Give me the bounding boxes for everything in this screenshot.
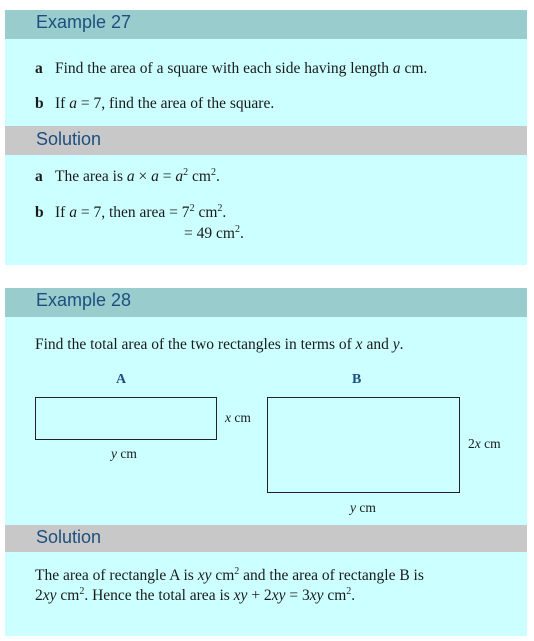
example-28-answer-line-1: The area of rectangle A is xy $cm^2$ and the area of rectangle B is (35, 566, 424, 584)
example-28-solution-header (5, 525, 527, 552)
example-28-answer-line-2: 2xy $cm^2$. Hence the total area is xy + 2xy = 3xy $cm^2$. (35, 586, 356, 604)
example-28-title: Example 28 (36, 290, 132, 310)
example-28-solution-title: Solution (36, 527, 102, 547)
example-28-question: Find the total area of the two rectangles in terms of x and y. (35, 336, 404, 353)
question-b-text: If a = 7, find the area of the square. (55, 95, 275, 112)
rectangle-a-label: A (116, 372, 127, 387)
question-a-text: Find the area of a square with each side having length a cm. (55, 60, 428, 77)
solution-b-label: b (35, 204, 44, 221)
solution-b-text-2: = 49 $cm^2$. (184, 224, 244, 242)
rectangle-a-width-label: y cm (111, 446, 137, 461)
rectangle-a-height-label: x cm (225, 410, 251, 425)
rectangle-b-label: B (352, 372, 362, 387)
example-27-title: Example 27 (36, 12, 132, 32)
example-27-solution-header (5, 126, 527, 155)
question-a-label: a (35, 60, 43, 77)
solution-a-label: a (35, 168, 43, 185)
example-27-header (5, 10, 527, 39)
example-27-box (5, 10, 527, 265)
rectangle-b (267, 397, 460, 493)
solution-b-text-1: If a = 7, then area = $7^2$ $cm^2$. (55, 203, 227, 221)
rectangle-b-width-label: y cm (350, 500, 376, 515)
rectangle-b-height-label: 2x cm (468, 436, 501, 451)
rectangle-a (35, 397, 217, 440)
question-b-label: b (35, 95, 44, 112)
solution-a-text: The area is $a \times a = a^2$ $cm^2$. (55, 167, 220, 185)
example-27-solution-title: Solution (36, 129, 102, 149)
example-28-header (5, 288, 527, 317)
example-28-box (5, 288, 527, 636)
